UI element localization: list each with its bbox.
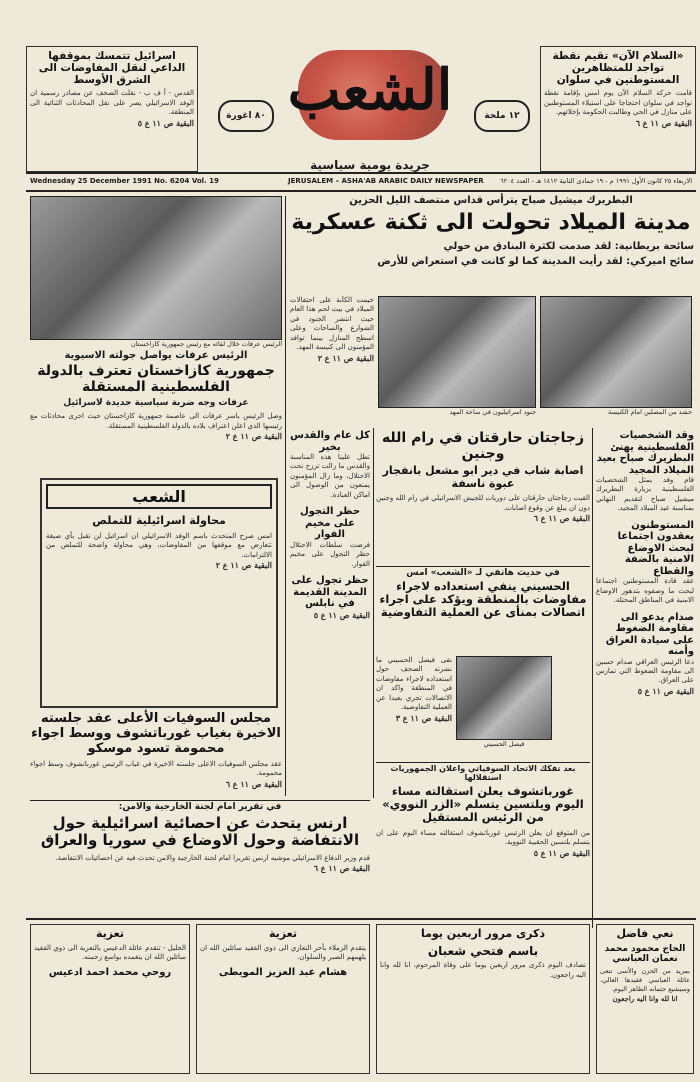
arens-story bbox=[30, 802, 370, 914]
gorb-kicker: بعد تفكك الاتحاد السوفياتي واعلان الجمهوريات استقلالها bbox=[390, 764, 576, 782]
arens-body: قدم وزير الدفاع الاسرائيلي موشيه ارنس تقريرا امام لجنة الخارجية والامن تحدث فيه عن احصائيات الانتفاضة. bbox=[55, 853, 370, 862]
gorb-headline: غورباتشوف يعلن استقالته مساء اليوم ويلتسين يتسلم «الزر النووي» من الرئيس المستقيل bbox=[382, 784, 584, 825]
masthead-tagline: جريدة يومية سياسية bbox=[310, 158, 430, 172]
husseini-headline: الحسيني ينفي استعداده لاجراء مفاوضات بالمنطقة ويؤكد على اجراء اتصالات بمنأى عن العملية التفاوضية bbox=[379, 579, 587, 620]
soviet-story bbox=[30, 712, 282, 796]
obit-1-body: الخليل - تتقدم عائلة الدعيس بالتعزية الى ذوي الفقيد سائلين الله ان يتغمده بواسع رحمته. bbox=[34, 943, 186, 962]
side-body-1: قام وفد يمثل الشخصيات الفلسطينية بزيارة البطريرك ميشيل صباح لتقديم التهاني بمناسبة عيد الميلاد المجيد. bbox=[596, 476, 694, 513]
arens-rule bbox=[30, 800, 370, 801]
ear-right bbox=[540, 46, 696, 172]
main-kicker: البطريرك ميشيل صباح يترأس قداس منتصف الليل الحزين bbox=[349, 195, 633, 206]
husseini-rule bbox=[376, 566, 590, 567]
middle-body-1: تطل علينا هذه المناسبة والقدس ما زالت ترزح تحت الاحتلال، وما زال المؤمنون يمنعون من الوصول الى اماكن العبادة. bbox=[290, 453, 370, 499]
date-english: Wednesday 25 December 1991 No. 6204 Vol. 19 bbox=[30, 177, 219, 185]
side-headline-1: وقد الشخصيات الفلسطينية يهنئ البطريرك صباح بعيد الميلاد المجيد bbox=[596, 430, 694, 476]
soviet-headline: مجلس السوفيات الأعلى عقد جلسته الاخيرة بغياب غورباتشوف ووسط اجواء محمومة تسود موسكو bbox=[31, 711, 281, 756]
obit-1-title: تعزية bbox=[96, 927, 124, 940]
side-cont: البقية ص ١١ ع ٥ bbox=[637, 685, 694, 696]
opinion-brand: الشعب bbox=[132, 487, 186, 506]
main-headline: مدينة الميلاد تحولت الى ثكنة عسكرية bbox=[291, 210, 691, 235]
price-right: ١٢ ملحة bbox=[484, 111, 520, 121]
obit-1 bbox=[30, 924, 190, 1074]
middle-headline-2: حظر التجول على مخيم الفوار bbox=[299, 506, 361, 541]
main-body-text: خيمت الكآبة على احتفالات الميلاد في بيت لحم هذا العام حيث انتشر الجنود في الشوارع والساحات وعلى اسطح المنازل بينما توافد المؤمنون الى كنيسة المهد. bbox=[290, 296, 374, 352]
opinion-box bbox=[40, 478, 278, 708]
middle-body-2: فرضت سلطات الاحتلال حظر التجول على مخيم الفوار. bbox=[290, 540, 370, 568]
obit-2-name: هشام عبد العزيز المويطى bbox=[218, 966, 348, 978]
col-rule-side bbox=[592, 428, 593, 928]
date-rule-bottom bbox=[26, 190, 696, 192]
main-photo-soldiers bbox=[378, 296, 536, 408]
ear-right-headline: «السلام الآن» تقيم نقطة تواجد للمتظاهرين المستوطنين في سلوان bbox=[552, 50, 684, 87]
ear-left bbox=[26, 46, 198, 172]
middle-headline-3: حظر تجول على المدينة القديمة في نابلس bbox=[291, 575, 369, 609]
side-headline-3: صدام يدعو الى مقاومة الضغوط على سيادة العراق وأمنه bbox=[605, 611, 694, 658]
arafat-sub: عرفات وجه ضربة سياسية جديدة لاسرائيل bbox=[63, 398, 249, 409]
ear-left-cont: البقية ص ١١ ع ٥ bbox=[137, 117, 194, 128]
obit-3 bbox=[376, 924, 590, 1074]
arafat-photo-caption: الرئيس عرفات خلال لقائه مع رئيس جمهورية كازاخستان bbox=[131, 340, 282, 348]
arens-cont: البقية ص ١١ ع ٦ bbox=[313, 862, 370, 873]
date-rule-top bbox=[26, 172, 696, 174]
price-left: ٨٠ اغورة bbox=[226, 111, 266, 121]
arens-headline: ارنس يتحدث عن احصائية اسرائيلية حول الانتفاضة وحول الاوضاع في سوريا والعراق bbox=[40, 814, 360, 850]
gorb-body: من المتوقع ان يعلن الرئيس غورباتشوف استقالته مساء اليوم على ان يتسلم يلتسين الحقيبة النووية. bbox=[376, 828, 590, 847]
ear-left-body: القدس - أ ف ب - نقلت الصحف عن مصادر رسمية ان الوفد الاسرائيلي يصر على نقل المحادثات الثنائية الى المنطقة. bbox=[30, 89, 194, 117]
arafat-body: وصل الرئيس ياسر عرفات الى عاصمة جمهورية كازاخستان حيث اجرى محادثات مع رئيسها الذي اعلن اعتراف بلاده بالدولة الفلسطينية المستقلة. bbox=[30, 412, 282, 430]
main-sub2 bbox=[288, 256, 694, 267]
arafat-headline: جمهورية كازاخستان تعترف بالدولة الفلسطينية المستقلة bbox=[37, 363, 275, 396]
obit-4 bbox=[596, 924, 694, 1074]
main-sub1-text: لقد صدمت لكثرة البنادق من حولي bbox=[443, 241, 612, 253]
opinion-brand-bar bbox=[46, 484, 272, 509]
gorbachev-story bbox=[376, 764, 590, 914]
opinion-body: امس صرح المتحدث باسم الوفد الاسرائيلي ان اسرائيل لن تقبل بأي صيغة تتعارض مع موقفها من المفاوضات، وهي محاولة واضحة للتملص من الالتزامات. bbox=[46, 532, 272, 559]
obit-4-body: بمزيد من الحزن والأسى تنعى عائلة العباسي فقيدها الغالي، وسيشيع جثمانه الطاهر اليوم. bbox=[600, 967, 690, 993]
main-sub1 bbox=[288, 241, 694, 252]
main-body bbox=[290, 296, 374, 422]
middle-column bbox=[290, 430, 370, 790]
opinion-title: محاولة اسرائيلية للتملص bbox=[92, 514, 226, 528]
obit-3-title: ذكرى مرور اربعين يوما bbox=[420, 927, 546, 940]
arafat-kicker: الرئيس عرفات يواصل جولته الاسيوية bbox=[64, 350, 248, 361]
middle-headline-1: كل عام والقدس بخير bbox=[290, 430, 370, 453]
obit-3-body: تصادف اليوم ذكرى مرور اربعين يوما على وفاة المرحوم، انا لله وانا اليه راجعون. bbox=[380, 961, 586, 979]
english-line: JERUSALEM – ASHA'AB ARABIC DAILY NEWSPAPER bbox=[288, 177, 484, 185]
col-rule-mid bbox=[373, 428, 374, 798]
husseini-kicker: في حديث هاتفي لـ «الشعب» امس bbox=[406, 568, 560, 578]
obit-2-body: يتقدم الزملاء بأحر التعازي الى ذوي الفقيد سائلين الله ان يلهمهم الصبر والسلوان. bbox=[200, 943, 366, 962]
husseini-photo bbox=[456, 656, 552, 740]
obit-2-title: تعزية bbox=[269, 927, 297, 940]
side-headline-2: المستوطنون يعقدون اجتماعا لبحث الاوضاع الامنية بالضفة والقطاع bbox=[617, 519, 694, 577]
gorb-cont: البقية ص ١١ ع ٥ bbox=[533, 847, 590, 858]
zrajhan-body: القيت زجاجتان حارقتان على دوريات للجيش الاسرائيلي في رام الله وجنين دون ان يبلغ عن وقوع اصابات. bbox=[376, 494, 590, 512]
obits-rule bbox=[26, 918, 696, 920]
masthead-title: الشعب bbox=[287, 57, 453, 123]
husseini-cont: البقية ص ١١ ع ٣ bbox=[395, 712, 452, 723]
arafat-story bbox=[30, 350, 282, 442]
ear-left-headline: اسرائيل تتمسك بموقفها الداعي لنقل المفاوضات الى الشرق الأوسط bbox=[38, 50, 186, 87]
obit-3-name: باسم فتحي شعبان bbox=[427, 943, 539, 958]
zrajhan-headline: زجاجتان حارقتان في رام الله وجنين bbox=[381, 430, 585, 463]
obit-2 bbox=[196, 924, 370, 1074]
arafat-photo bbox=[30, 196, 282, 340]
soviet-body: عقد مجلس السوفيات الاعلى جلسته الاخيرة في غياب الرئيس غورباتشوف وسط اجواء محمومة. bbox=[30, 759, 282, 778]
price-badge-right bbox=[474, 100, 530, 132]
opinion-cont: البقية ص ١١ ع ٢ bbox=[215, 560, 272, 571]
husseini-body-text: نفى فيصل الحسيني ما نشرته الصحف حول استعداده لاجراء مفاوضات في المنطقة واكد ان الاتصالات تجري بعيدا عن العملية التفاوضية. bbox=[376, 656, 452, 712]
masthead bbox=[270, 40, 470, 180]
main-sub2-label: سائح اميركي: bbox=[626, 256, 694, 268]
main-photo2-caption: حشد من المصلين امام الكنيسة bbox=[607, 408, 692, 416]
gorb-rule bbox=[376, 762, 590, 763]
husseini-body bbox=[376, 656, 452, 756]
main-sub1-label: سائحة بريطانية: bbox=[614, 241, 694, 253]
ear-right-body: قامت حركة السلام الآن يوم امس بإقامة نقطة تواجد في سلوان احتجاجا على استيلاء المستوطنين على منازل في الحي وطالبت الحكومة بإخلائهم. bbox=[544, 89, 692, 117]
arafat-cont: البقية ص ١١ ع ٢ bbox=[225, 431, 282, 442]
price-badge-left bbox=[218, 100, 274, 132]
main-sub2-text: لقد رأيت المدينة كما لو كانت في استعراض للأرض bbox=[377, 256, 623, 268]
side-body-3: دعا الرئيس العراقي صدام حسين الى مقاومة الضغوط التي تمارس على العراق. bbox=[596, 657, 694, 685]
main-photo-caption: جنود اسرائيليون في ساحة المهد bbox=[449, 408, 536, 416]
obit-1-name: روحي محمد احمد ادعيس bbox=[48, 966, 172, 978]
zrajhan-cont: البقية ص ١١ ع ٦ bbox=[533, 513, 590, 524]
zrajhan-sub: اصابة شاب في دير ابو مشعل بانفجار عبوة ناسفة bbox=[382, 464, 584, 490]
obit-4-name: الحاج محمود محمد نعمان العباسي bbox=[604, 943, 686, 964]
main-photo-crowd bbox=[540, 296, 692, 408]
ear-right-cont: البقية ص ١١ ع ٦ bbox=[635, 117, 692, 128]
husseini-photo-caption: فيصل الحسيني bbox=[483, 740, 525, 748]
zrajhan-story bbox=[376, 430, 590, 570]
date-strip bbox=[26, 175, 696, 189]
middle-cont: البقية ص ١١ ع ٥ bbox=[313, 609, 370, 620]
col-rule-1 bbox=[285, 196, 286, 796]
date-arabic: الاربعاء ٢٥ كانون الأول ١٩٩١ م - ١٩ جمادى الثانية ١٤١٢ هـ - العدد ٦٢٠٤ bbox=[500, 177, 692, 185]
obit-4-title: نعي فاضل bbox=[616, 927, 674, 940]
side-column bbox=[596, 430, 694, 930]
side-body-2: عقد قادة المستوطنين اجتماعا لبحث ما وصفوه بتدهور الاوضاع الامنية في المناطق المحتلة. bbox=[596, 577, 694, 605]
arens-kicker: في تقرير امام لجنة الخارجية والامن: bbox=[118, 802, 282, 812]
obit-4-footer: انا لله وانا اليه راجعون bbox=[612, 993, 678, 1003]
soviet-cont: البقية ص ١١ ع ٦ bbox=[225, 778, 282, 789]
main-cont: البقية ص ١١ ع ٢ bbox=[317, 352, 374, 363]
